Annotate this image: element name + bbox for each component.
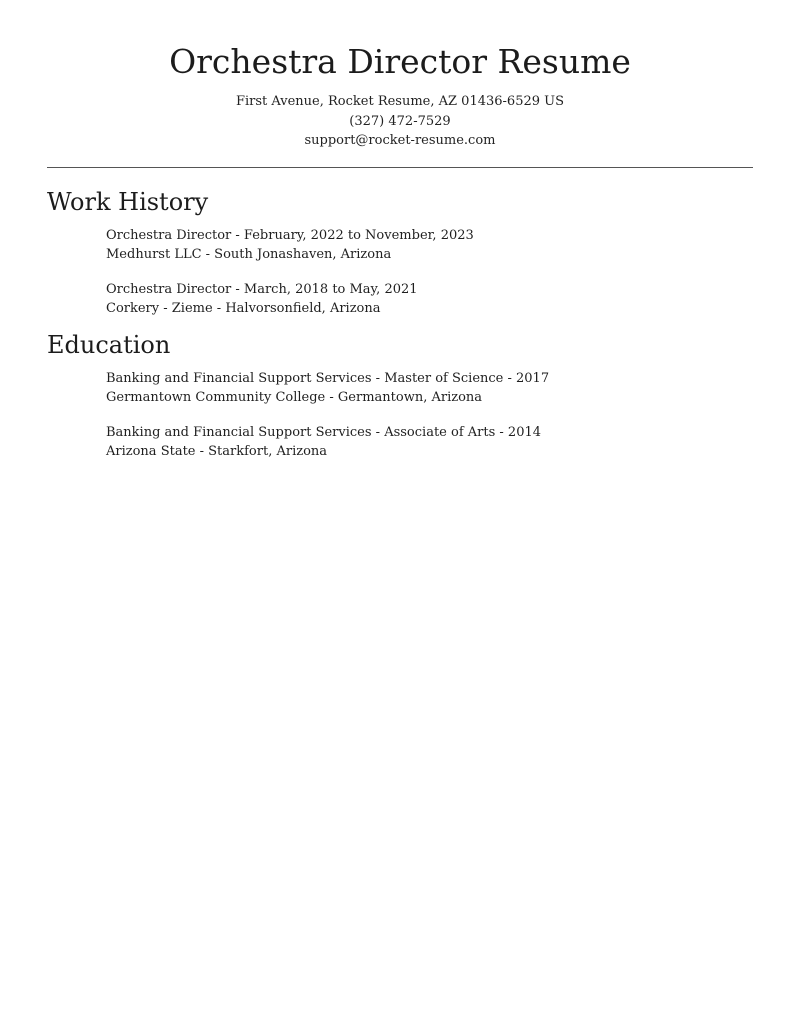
page-title: Orchestra Director Resume — [169, 42, 631, 81]
education-entry-school: Arizona State - Starkfort, Arizona — [106, 444, 328, 459]
work-history-heading: Work History — [47, 188, 209, 216]
contact-info — [0, 92, 800, 151]
header-divider — [47, 167, 753, 168]
phone-text: (327) 472-7529 — [349, 113, 451, 129]
work-entry-company: Corkery - Zieme - Halvorsonfield, Arizona — [106, 301, 381, 316]
email-text: support@rocket-resume.com — [304, 133, 496, 148]
education-entry-degree: Banking and Financial Support Services - Master of Science - 2017 — [106, 371, 550, 386]
education-entry — [106, 423, 549, 461]
work-history-list — [106, 226, 474, 334]
education-entry — [106, 369, 549, 407]
education-entry-degree: Banking and Financial Support Services - Associate of Arts - 2014 — [106, 425, 542, 440]
education-list — [106, 369, 549, 477]
address-text: First Avenue, Rocket Resume, AZ 01436-6529 US — [235, 94, 565, 109]
work-entry-company: Medhurst LLC - South Jonashaven, Arizona — [106, 247, 392, 262]
education-entry-school: Germantown Community College - Germantown, Arizona — [106, 390, 483, 405]
work-entry-title: Orchestra Director - February, 2022 to November, 2023 — [106, 228, 474, 243]
work-entry-title: Orchestra Director - March, 2018 to May, 2021 — [106, 282, 418, 297]
education-heading: Education — [47, 331, 171, 359]
work-entry — [106, 226, 474, 264]
work-entry — [106, 280, 474, 318]
resume-header — [0, 40, 800, 151]
